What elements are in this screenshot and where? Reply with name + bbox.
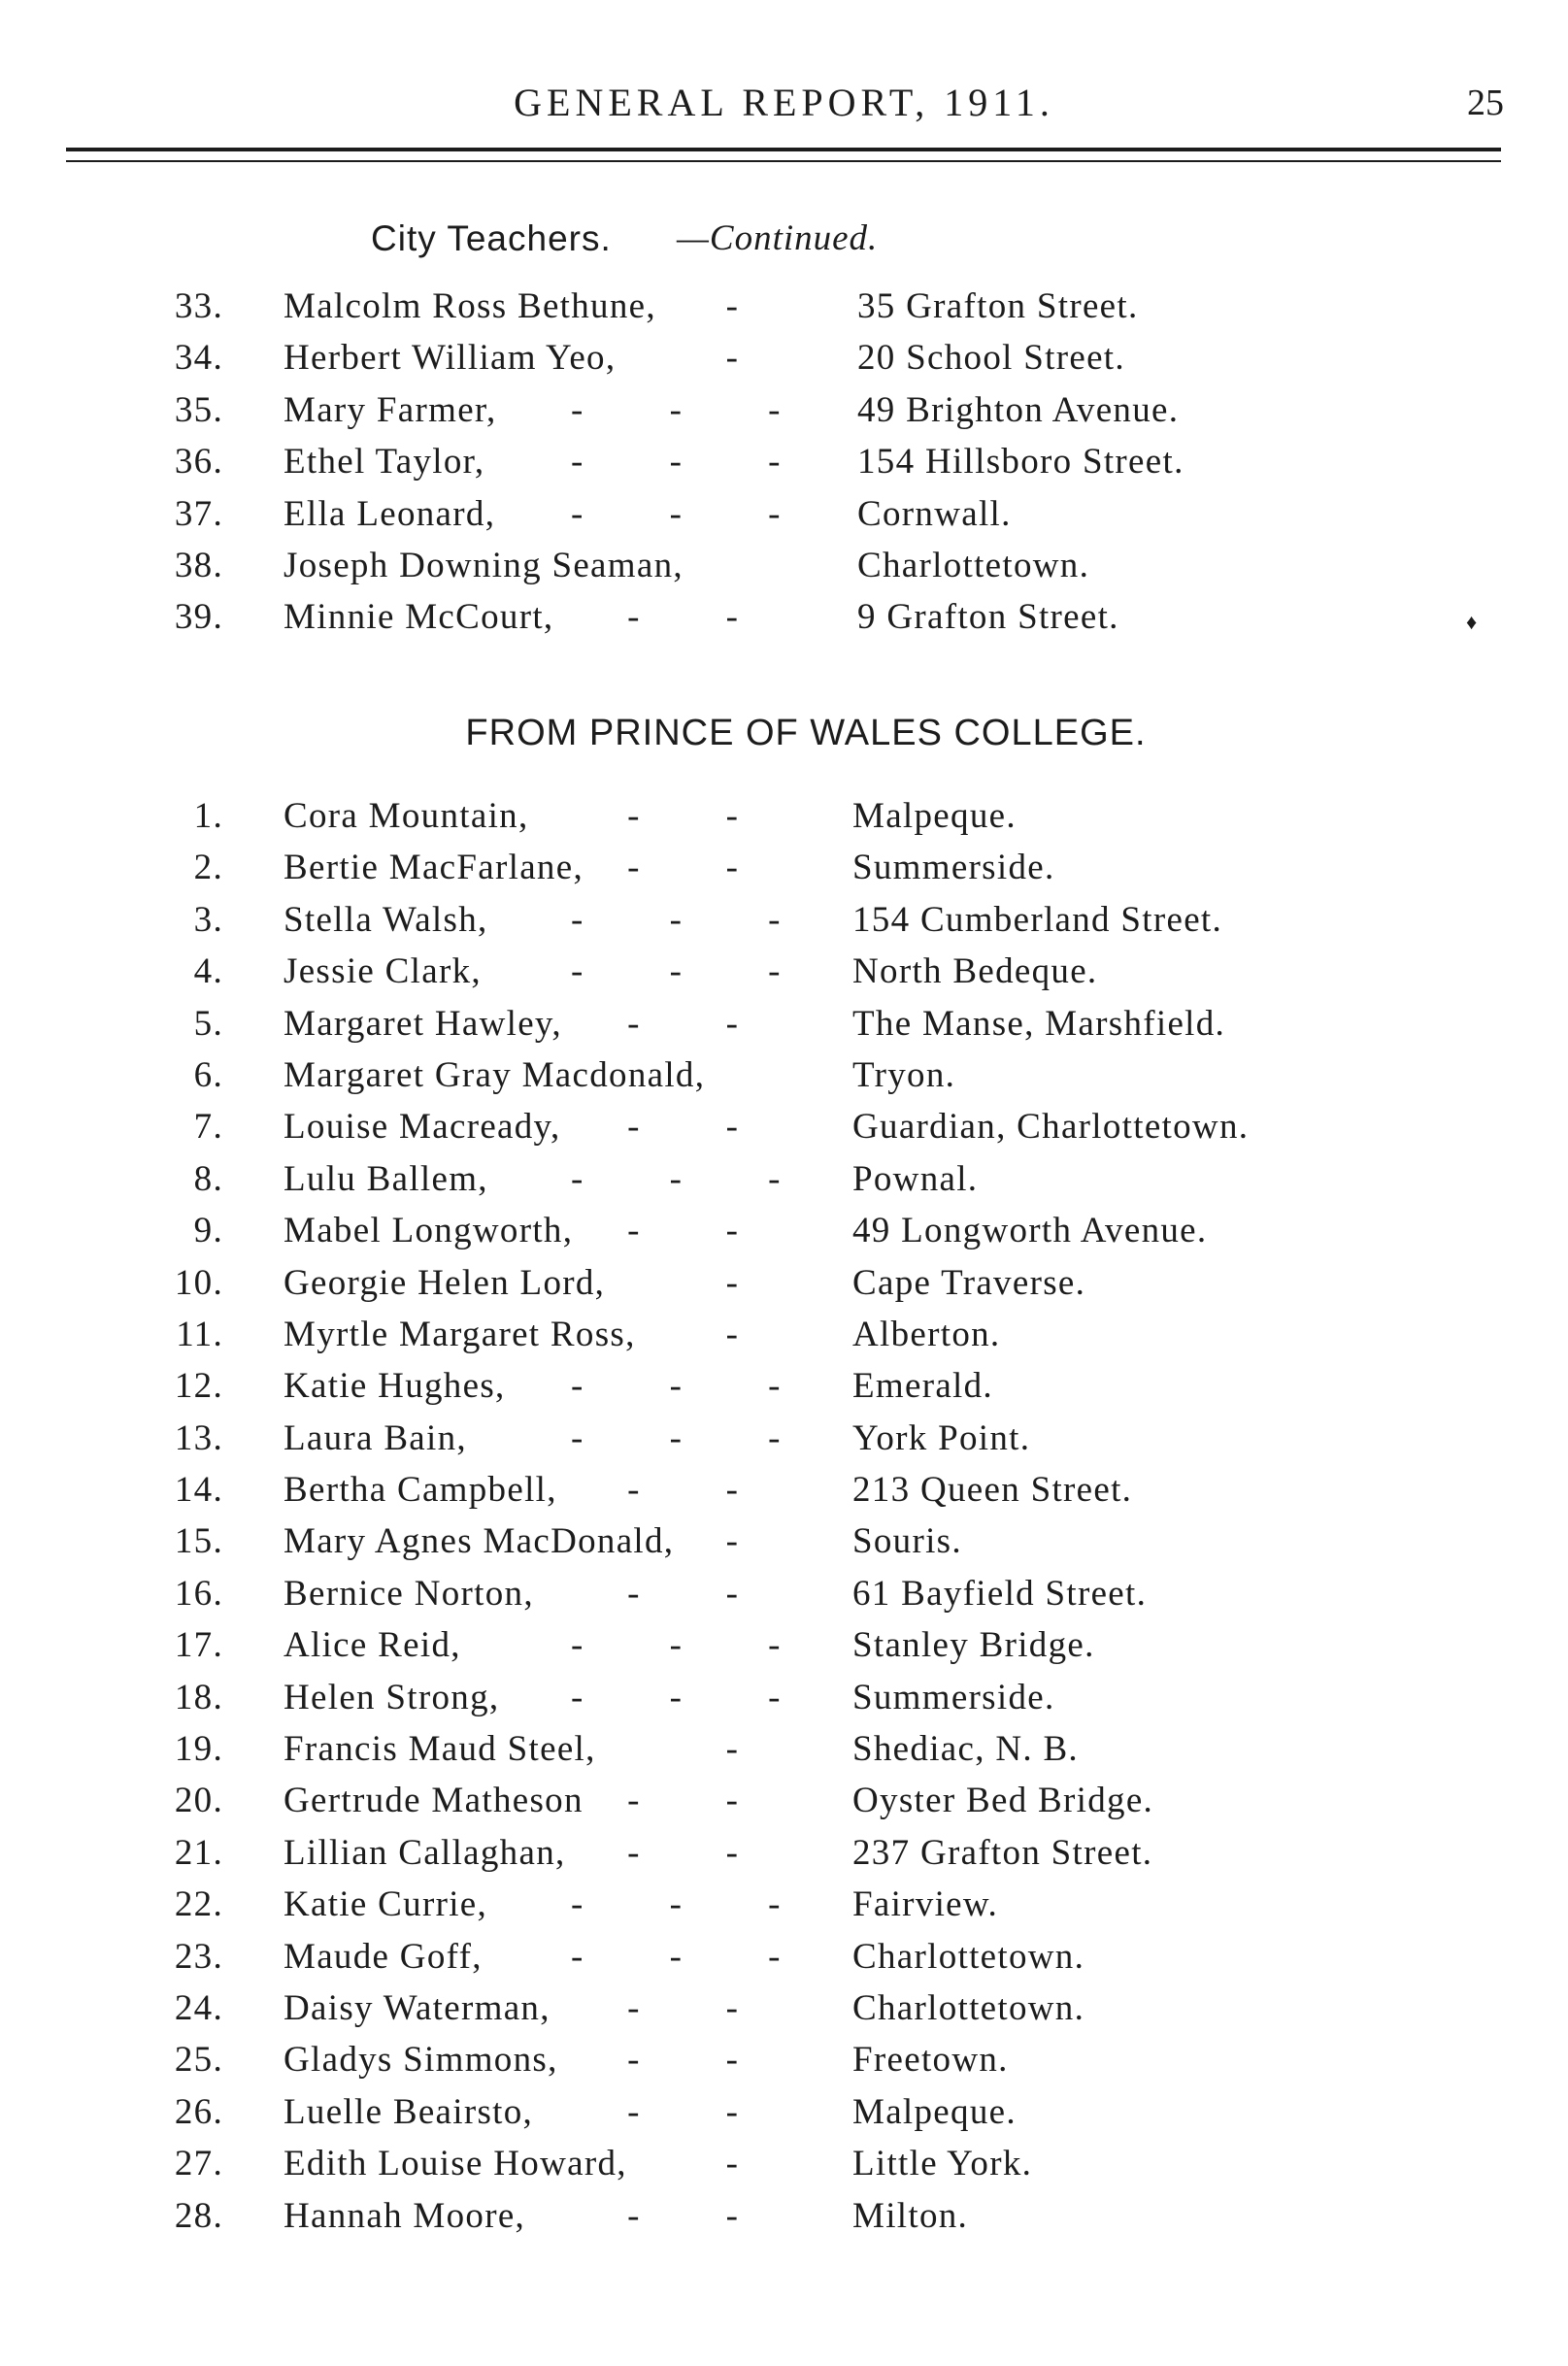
entry-number: 10. [174, 1262, 223, 1303]
entry-name: Lulu Ballem, [284, 1158, 488, 1199]
entry-number: 9. [193, 1211, 223, 1251]
entry-name: Helen Strong, [284, 1677, 500, 1717]
entry-leader: - - - [571, 1417, 819, 1458]
entry-address: Tryon. [852, 1054, 956, 1095]
entry-leader: - - [627, 1832, 777, 1873]
entry-leader: - - - [571, 1884, 819, 1925]
entry-address: Charlottetown. [857, 545, 1090, 585]
entry-name: Mabel Longworth, [284, 1211, 574, 1251]
entry-leader: - [725, 338, 777, 379]
entry-leader: - - - [571, 951, 819, 992]
header-rule-thick [66, 148, 1501, 151]
entry-name: Daisy Waterman, [284, 1987, 550, 2028]
entry-leader: - - [627, 848, 777, 888]
list-item [0, 1568, 1568, 1619]
entry-address: Summerside. [852, 1677, 1055, 1717]
entry-name: Mary Agnes MacDonald, [284, 1521, 675, 1562]
city-teachers-heading [0, 212, 1568, 266]
entry-address: Guardian, Charlottetown. [852, 1107, 1250, 1148]
entry-number: 12. [174, 1366, 223, 1407]
entry-number: 15. [174, 1521, 223, 1562]
list-item [0, 281, 1568, 332]
list-item [0, 1827, 1568, 1879]
entry-leader: - - [627, 1107, 777, 1148]
list-item [0, 332, 1568, 383]
entry-address: Cape Traverse. [852, 1262, 1086, 1303]
city-teachers-title: City Teachers. [371, 218, 612, 258]
list-item [0, 540, 1568, 591]
entry-address: 35 Grafton Street. [857, 286, 1139, 326]
header-rule-thin [66, 160, 1501, 162]
entry-address: Freetown. [852, 2040, 1009, 2081]
entry-leader: - - [627, 2091, 777, 2132]
entry-leader: - - - [571, 899, 819, 940]
list-item [0, 1931, 1568, 1983]
entry-name: Mary Farmer, [284, 389, 497, 430]
list-item [0, 2034, 1568, 2085]
entry-leader: - - - [571, 389, 819, 430]
entry-number: 34. [174, 338, 223, 379]
entry-address: Oyster Bed Bridge. [852, 1781, 1154, 1821]
entry-address: Pownal. [852, 1158, 979, 1199]
list-item [0, 591, 1568, 643]
entry-number: 18. [174, 1677, 223, 1717]
entry-address: 9 Grafton Street. [857, 597, 1119, 638]
page-number: 25 [1467, 83, 1504, 123]
entry-name: Laura Bain, [284, 1417, 467, 1458]
entry-leader: - - [627, 796, 777, 836]
list-item [0, 1309, 1568, 1360]
entry-name: Louise Macready, [284, 1107, 561, 1148]
entry-leader: - - - [571, 1677, 819, 1717]
entry-number: 20. [174, 1781, 223, 1821]
entry-leader: - [725, 1521, 777, 1562]
entry-address: 49 Longworth Avenue. [852, 1211, 1208, 1251]
entry-name: Jessie Clark, [284, 951, 482, 992]
entry-name: Malcolm Ross Bethune, [284, 286, 656, 326]
entry-number: 22. [174, 1884, 223, 1925]
running-title: GENERAL REPORT, 1911. [514, 81, 1054, 124]
entry-leader: - - [627, 2195, 777, 2236]
list-item [0, 384, 1568, 436]
entry-address: Emerald. [852, 1366, 993, 1407]
entry-name: Luelle Beairsto, [284, 2091, 534, 2132]
list-item [0, 1879, 1568, 1930]
list-item [0, 1516, 1568, 1567]
entry-address: Cornwall. [857, 493, 1012, 534]
entry-number: 6. [193, 1054, 223, 1095]
entry-name: Katie Hughes, [284, 1366, 506, 1407]
entry-number: 39. [174, 597, 223, 638]
entry-leader: - - - [571, 1625, 819, 1666]
entry-name: Georgie Helen Lord, [284, 1262, 606, 1303]
entry-address: 49 Brighton Avenue. [857, 389, 1180, 430]
entry-number: 24. [174, 1987, 223, 2028]
list-item [0, 1723, 1568, 1775]
entry-leader: - [725, 1729, 777, 1770]
entry-leader: - - [627, 1470, 777, 1511]
list-item [0, 2190, 1568, 2242]
list-item [0, 1413, 1568, 1464]
entry-number: 8. [193, 1158, 223, 1199]
entry-address: 154 Cumberland Street. [852, 899, 1223, 940]
entry-number: 13. [174, 1417, 223, 1458]
entry-number: 38. [174, 545, 223, 585]
entry-address: Summerside. [852, 848, 1055, 888]
entry-name: Francis Maud Steel, [284, 1729, 596, 1770]
entry-name: Bertie MacFarlane, [284, 848, 584, 888]
list-item [0, 2086, 1568, 2138]
entry-name: Herbert William Yeo, [284, 338, 617, 379]
entry-leader: - - - [571, 1366, 819, 1407]
entry-address: Charlottetown. [852, 1936, 1085, 1977]
entry-leader: - - [627, 1003, 777, 1044]
entry-leader: - - [627, 1211, 777, 1251]
entry-number: 26. [174, 2091, 223, 2132]
entry-address: North Bedeque. [852, 951, 1098, 992]
entry-number: 1. [193, 796, 223, 836]
entry-number: 28. [174, 2195, 223, 2236]
entry-address: Milton. [852, 2195, 969, 2236]
entry-leader: - - [627, 1781, 777, 1821]
list-item [0, 790, 1568, 842]
list-item [0, 998, 1568, 1050]
entry-name: Gertrude Matheson [284, 1781, 584, 1821]
entry-name: Margaret Hawley, [284, 1003, 562, 1044]
list-item [0, 436, 1568, 487]
list-item [0, 894, 1568, 946]
entry-address: Malpeque. [852, 796, 1017, 836]
entry-leader: - - - [571, 442, 819, 483]
entry-number: 35. [174, 389, 223, 430]
prince-of-wales-list [0, 790, 1568, 2242]
entry-number: 21. [174, 1832, 223, 1873]
entry-number: 11. [176, 1314, 223, 1354]
entry-number: 19. [174, 1729, 223, 1770]
entry-name: Cora Mountain, [284, 796, 529, 836]
entry-name: Hannah Moore, [284, 2195, 526, 2236]
prince-of-wales-heading: FROM PRINCE OF WALES COLLEGE. [465, 713, 1147, 753]
entry-number: 27. [174, 2144, 223, 2184]
entry-name: Stella Walsh, [284, 899, 488, 940]
list-item [0, 1619, 1568, 1671]
entry-name: Minnie McCourt, [284, 597, 554, 638]
entry-address: Souris. [852, 1521, 962, 1562]
entry-name: Edith Louise Howard, [284, 2144, 627, 2184]
entry-name: Bertha Campbell, [284, 1470, 557, 1511]
margin-mark: ♦ [1466, 610, 1478, 634]
list-item [0, 1050, 1568, 1101]
list-item [0, 1153, 1568, 1205]
entry-number: 5. [193, 1003, 223, 1044]
entry-name: Katie Currie, [284, 1884, 488, 1925]
entry-number: 2. [193, 848, 223, 888]
entry-name: Bernice Norton, [284, 1573, 534, 1614]
entry-number: 33. [174, 286, 223, 326]
entry-address: 154 Hillsboro Street. [857, 442, 1184, 483]
entry-name: Margaret Gray Macdonald, [284, 1054, 706, 1095]
entry-number: 23. [174, 1936, 223, 1977]
entry-name: Lillian Callaghan, [284, 1832, 566, 1873]
entry-number: 3. [193, 899, 223, 940]
list-item [0, 1464, 1568, 1516]
entry-name: Myrtle Margaret Ross, [284, 1314, 636, 1354]
entry-number: 37. [174, 493, 223, 534]
entry-leader: - [725, 286, 777, 326]
entry-address: Charlottetown. [852, 1987, 1085, 2028]
entry-leader: - - - [571, 1936, 819, 1977]
entry-leader: - - - [571, 493, 819, 534]
list-item [0, 1205, 1568, 1256]
entry-address: 61 Bayfield Street. [852, 1573, 1148, 1614]
list-item [0, 946, 1568, 997]
entry-number: 36. [174, 442, 223, 483]
entry-number: 25. [174, 2040, 223, 2081]
entry-name: Maude Goff, [284, 1936, 483, 1977]
entry-number: 17. [174, 1625, 223, 1666]
entry-address: 213 Queen Street. [852, 1470, 1133, 1511]
list-item [0, 2138, 1568, 2189]
entry-leader: - - - [571, 1158, 819, 1199]
entry-address: Malpeque. [852, 2091, 1017, 2132]
entry-name: Joseph Downing Seaman, [284, 545, 684, 585]
entry-number: 16. [174, 1573, 223, 1614]
entry-number: 14. [174, 1470, 223, 1511]
entry-address: The Manse, Marshfield. [852, 1003, 1226, 1044]
entry-address: Stanley Bridge. [852, 1625, 1095, 1666]
entry-leader: - - [627, 1573, 777, 1614]
entry-name: Ethel Taylor, [284, 442, 485, 483]
list-item [0, 1257, 1568, 1309]
entry-leader: - [725, 1314, 777, 1354]
city-teachers-list [0, 281, 1568, 644]
entry-address: Shediac, N. B. [852, 1729, 1079, 1770]
entry-number: 4. [193, 951, 223, 992]
entry-address: Fairview. [852, 1884, 999, 1925]
entry-address: York Point. [852, 1417, 1031, 1458]
list-item [0, 1360, 1568, 1412]
entry-address: Alberton. [852, 1314, 1001, 1354]
entry-number: 7. [193, 1107, 223, 1148]
entry-name: Alice Reid, [284, 1625, 461, 1666]
list-item [0, 488, 1568, 540]
entry-address: 237 Grafton Street. [852, 1832, 1153, 1873]
entry-leader: - [725, 2144, 777, 2184]
list-item [0, 1983, 1568, 2034]
list-item [0, 1672, 1568, 1723]
entry-leader: - - [627, 1987, 777, 2028]
entry-leader: - [725, 1262, 777, 1303]
entry-leader: - - [627, 2040, 777, 2081]
entry-leader: - - [627, 597, 777, 638]
entry-name: Ella Leonard, [284, 493, 496, 534]
entry-name: Gladys Simmons, [284, 2040, 558, 2081]
city-teachers-continued: —Continued. [677, 218, 879, 258]
list-item [0, 842, 1568, 893]
list-item [0, 1101, 1568, 1152]
entry-address: Little York. [852, 2144, 1033, 2184]
page-header [0, 76, 1568, 130]
entry-address: 20 School Street. [857, 338, 1125, 379]
list-item [0, 1775, 1568, 1826]
